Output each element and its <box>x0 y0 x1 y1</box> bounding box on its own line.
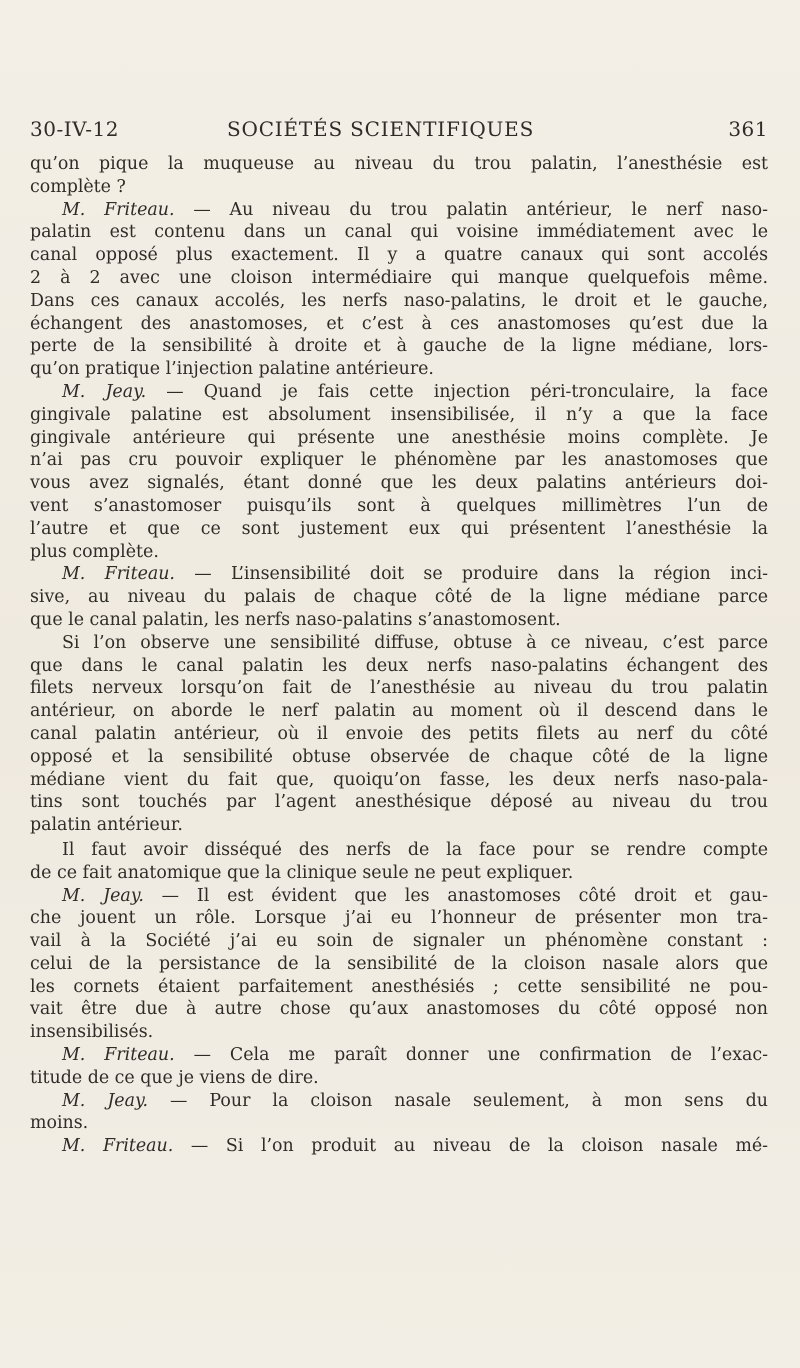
text-line <box>30 358 768 381</box>
text-line <box>30 839 768 862</box>
text-line <box>30 655 768 678</box>
speaker-name: M. Friteau. <box>62 1045 175 1066</box>
page-number: 361 <box>728 117 768 141</box>
text-line <box>30 930 768 953</box>
text-line <box>30 244 768 267</box>
speaker-name: M. Friteau. <box>62 199 175 220</box>
header-date: 30-IV-12 <box>30 117 119 141</box>
line-text: — Il est évident que les anastomoses côté droit et gau- <box>143 885 768 906</box>
speaker-name: M. Friteau. <box>62 1136 174 1157</box>
text-line <box>30 953 768 976</box>
line-text: 2 à 2 avec une cloison intermédiaire qui manque quelquefois même. <box>30 267 768 288</box>
text-line <box>30 1021 768 1044</box>
speaker-name: M. Jeay. <box>62 381 147 402</box>
text-line <box>30 700 768 723</box>
line-text: gingivale palatine est absolument insensibilisée, il n’y a que la face <box>30 404 768 425</box>
line-text: antérieur, on aborde le nerf palatin au moment où il descend dans le <box>30 701 768 722</box>
text-line <box>30 381 768 404</box>
text-line <box>30 518 768 541</box>
text-line <box>30 1090 768 1113</box>
text-line <box>30 495 768 518</box>
text-line <box>30 791 768 814</box>
line-text: gingivale antérieure qui présente une anesthésie moins complète. Je <box>30 427 768 448</box>
line-text: échangent des anastomoses, et c’est à ces anastomoses qu’est due la <box>30 313 768 334</box>
line-text: palatin est contenu dans un canal qui voisine immédiatement avec le <box>30 222 768 243</box>
text-line <box>30 335 768 358</box>
line-text: sive, au niveau du palais de chaque côté de la ligne médiane parce <box>30 587 768 608</box>
text-line <box>30 814 768 837</box>
line-text: Si l’on observe une sensibilité diffuse, obtuse à ce niveau, c’est parce <box>62 632 768 653</box>
text-line <box>30 586 768 609</box>
line-text: canal palatin antérieur, où il envoie des petits filets au nerf du côté <box>30 723 768 744</box>
line-text: — L’insensibilité doit se produire dans la région inci- <box>174 564 769 585</box>
text-line <box>30 723 768 746</box>
text-line <box>30 267 768 290</box>
line-text: — Quand je fais cette injection péri-tronculaire, la face <box>146 381 768 402</box>
line-text: plus complète. <box>30 541 159 562</box>
text-line <box>30 1067 768 1090</box>
line-text: canal opposé plus exactement. Il y a quatre canaux qui sont accolés <box>30 245 768 266</box>
line-text: vent s’anastomoser puisqu’ils sont à quelques millimètres l’un de <box>30 495 768 516</box>
text-line <box>30 1044 768 1067</box>
text-line <box>30 541 768 564</box>
text-line <box>30 290 768 313</box>
text-line <box>30 907 768 930</box>
line-text: tins sont touchés par l’agent anesthésique déposé au niveau du trou <box>30 792 768 813</box>
line-text: perte de la sensibilité à droite et à gauche de la ligne médiane, lors- <box>30 336 768 357</box>
text-line <box>30 769 768 792</box>
line-text: opposé et la sensibilité obtuse observée de chaque côté de la ligne <box>30 746 768 767</box>
running-header <box>30 117 768 145</box>
body-text <box>30 153 768 1158</box>
speaker-name: M. Jeay. <box>62 885 144 906</box>
text-line <box>30 1135 768 1158</box>
line-text: che jouent un rôle. Lorsque j’ai eu l’honneur de présenter mon tra- <box>30 908 768 929</box>
text-line <box>30 199 768 222</box>
text-line <box>30 1112 768 1135</box>
text-line <box>30 746 768 769</box>
text-line <box>30 153 768 176</box>
line-text: insensibilisés. <box>30 1022 154 1043</box>
text-line <box>30 449 768 472</box>
line-text: Dans ces canaux accolés, les nerfs naso-palatins, le droit et le gauche, <box>30 290 768 311</box>
text-line <box>30 976 768 999</box>
header-title: SOCIÉTÉS SCIENTIFIQUES <box>227 117 535 141</box>
line-text: qu’on pique la muqueuse au niveau du trou palatin, l’anesthésie est <box>30 154 768 174</box>
line-text: n’ai pas cru pouvoir expliquer le phénomène par les anastomoses que <box>30 450 768 471</box>
line-text: médiane vient du fait que, quoiqu’on fasse, les deux nerfs naso-pala- <box>30 769 768 790</box>
line-text: Il faut avoir disséqué des nerfs de la face pour se rendre compte <box>62 839 768 860</box>
line-text: filets nerveux lorsqu’on fait de l’anesthésie au niveau du trou palatin <box>30 678 768 699</box>
text-line <box>30 885 768 908</box>
text-line <box>30 998 768 1021</box>
line-text: que dans le canal palatin les deux nerfs naso-palatins échangent des <box>30 655 768 676</box>
line-text: que le canal palatin, les nerfs naso-palatins s’anastomosent. <box>30 609 561 630</box>
text-line <box>30 313 768 336</box>
text-line <box>30 427 768 450</box>
line-text: l’autre et que ce sont justement eux qui présentent l’anesthésie la <box>30 518 768 539</box>
line-text: de ce fait anatomique que la clinique seule ne peut expliquer. <box>30 862 574 883</box>
line-text: vous avez signalés, étant donné que les deux palatins antérieurs doi- <box>30 473 768 494</box>
line-text: — Au niveau du trou palatin antérieur, le nerf naso- <box>174 199 768 220</box>
text-line <box>30 632 768 655</box>
line-text: titude de ce que je viens de dire. <box>30 1067 319 1088</box>
text-line <box>30 563 768 586</box>
line-text: — Cela me paraît donner une confirmation de l’exac- <box>174 1045 768 1066</box>
line-text: vail à la Société j’ai eu soin de signaler un phénomène constant : <box>30 931 768 952</box>
line-text: celui de la persistance de la sensibilité de la cloison nasale alors que <box>30 953 768 974</box>
speaker-name: M. Friteau. <box>62 564 175 585</box>
text-line <box>30 404 768 427</box>
text-line <box>30 221 768 244</box>
line-text: complète ? <box>30 176 126 197</box>
speaker-name: M. Jeay. <box>62 1090 149 1111</box>
line-text: qu’on pratique l’injection palatine antérieure. <box>30 359 434 380</box>
line-text: les cornets étaient parfaitement anesthésiés ; cette sensibilité ne pou- <box>30 976 768 997</box>
text-line <box>30 677 768 700</box>
line-text: palatin antérieur. <box>30 815 183 836</box>
text-line <box>30 472 768 495</box>
text-line <box>30 862 768 885</box>
line-text: — Si l’on produit au niveau de la cloison nasale mé- <box>173 1136 769 1157</box>
text-line <box>30 609 768 632</box>
line-text: — Pour la cloison nasale seulement, à mon sens du <box>148 1090 768 1111</box>
text-line <box>30 176 768 199</box>
line-text: vait être due à autre chose qu’aux anastomoses du côté opposé non <box>30 999 768 1020</box>
line-text: moins. <box>30 1113 89 1134</box>
